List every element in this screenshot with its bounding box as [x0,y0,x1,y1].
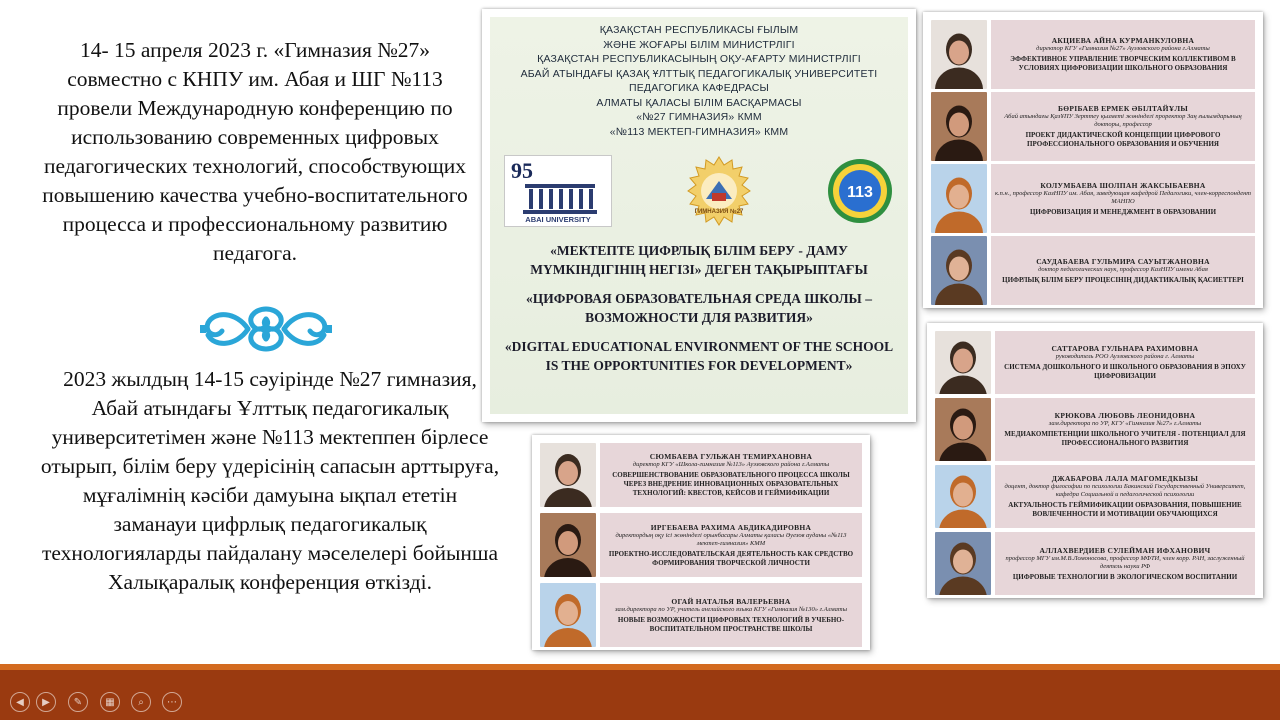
speaker-info [991,164,1255,233]
speaker-info [995,532,1255,595]
gymnasium-27-logo [684,155,754,227]
speaker-photo [931,164,987,233]
school-113-logo-text: 113 [847,184,873,201]
speaker-name: ДЖАБАРОВА ЛАЛА МАГОМЕДКЫЗЫ [1051,474,1199,483]
speaker-info [995,465,1255,528]
speaker-name: ИРГЕБАЕВА РАХИМА АБДИКАДИРОВНА [650,522,812,532]
speaker-photo [540,513,596,577]
poster-header-line: «№27 ГИМНАЗИЯ» КММ [636,111,762,123]
slides-icon[interactable]: ▦ [100,692,120,712]
speaker-info [995,331,1255,394]
speaker-row [540,513,862,577]
poster-header-line: ПЕДАГОГИКА КАФЕДРАСЫ [628,82,770,94]
speaker-name: СЮМБАЕВА ГУЛЬЖАН ТЕМИРХАНОВНА [649,452,813,461]
poster-header-line: ҚАЗАҚСТАН РЕСПУБЛИКАСЫ ҒЫЛЫМ [599,24,799,36]
speaker-name: АЛЛАХВЕРДИЕВ СУЛЕЙМАН ИФХАНОВИЧ [1039,545,1211,555]
speaker-description: профессор МГУ им.М.В.Ломоносова, профессор МФТИ, член корр. РАН, заслуженный деятель науки РФ [1005,554,1245,570]
speaker-topic: ЦИФРЛЫҚ БІЛІМ БЕРУ ПРОЦЕСІНІҢ ДИДАКТИКАЛЫҚ ҚАСИЕТТЕРІ [1002,275,1244,284]
speaker-name: КРЮКОВА ЛЮБОВЬ ЛЕОНИДОВНА [1054,411,1196,420]
speaker-topic: СОВЕРШЕНСТВОВАНИЕ ОБРАЗОВАТЕЛЬНОГО ПРОЦЕССА ШКОЛЫ ЧЕРЕЗ ВНЕДРЕНИЕ ИННОВАЦИОННЫХ ОБРАЗОВАТЕЛЬНЫХ ТЕХНОЛОГИЙ: КВЕСТОВ, КЕЙСОВ И ГЕЙМИФИКАЦИИ [612,471,850,497]
pen-icon[interactable]: ✎ [68,692,88,712]
speaker-description: директордың оқу ісі жөніндегі орынбасары Алматы қаласы Әуезов ауданы «№113 мектеп-гимназия» КММ [615,531,847,547]
speaker-info [991,92,1255,161]
speaker-description: руководитель РОО Ауэзовского района г. Алматы [1055,353,1195,360]
poster-header-line: ҚАЗАҚСТАН РЕСПУБЛИКАСЫНЫҢ ОҚУ-АҒАРТУ МИНИСТРЛІГІ [537,53,861,65]
speaker-row [935,465,1255,528]
more-icon[interactable]: ⋯ [162,692,182,712]
speaker-description: доцент, доктор философии по психологии Бакинский Государственный Университет, кафедра Социальной и педагогической психологии [1004,483,1246,498]
poster-logos [504,151,894,231]
speaker-name: АКЦИЕВА АЙНА КУРМАНКУЛОВНА [1051,36,1195,45]
speaker-row [935,331,1255,394]
poster-header-line: ЖӘНЕ ЖОҒАРЫ БІЛІМ МИНИСТРЛІГІ [603,38,795,51]
speaker-info [995,398,1255,461]
speaker-photo [931,20,987,89]
speaker-row [935,398,1255,461]
speaker-photo [540,583,596,647]
speaker-info [600,443,862,507]
conference-poster [482,9,916,422]
speaker-row [935,532,1255,595]
speaker-description: директор КГУ «Школа-гимназия №113» Ауэзовского района г.Алматы [632,461,830,468]
speaker-topic: АКТУАЛЬНОСТЬ ГЕЙМИФИКАЦИИ ОБРАЗОВАНИЯ, ПОВЫШЕНИЕ ВОВЛЕЧЕННОСТИ И МОТИВАЦИИ ОБУЧАЮЩИХСЯ [1008,501,1242,518]
speaker-topic: ЭФФЕКТИВНОЕ УПРАВЛЕНИЕ ТВОРЧЕСКИМ КОЛЛЕКТИВОМ В УСЛОВИЯХ ЦИФРОВИЗАЦИИ ШКОЛЬНОГО ОБРАЗОВАНИЯ [1010,55,1236,72]
speaker-description: Абай атындағы ҚазҰПУ Зерттеу қызметі жөніндегі проректор Заң ғылымдарының докторы, профессор [1004,113,1242,128]
poster-title-english: «DIGITAL EDUCATIONAL ENVIRONMENT OF THE SCHOOL IS THE OPPORTUNITIES FOR DEVELOPMENT» [504,339,894,373]
speaker-row [540,583,862,647]
slide-text-kazakh: 2023 жылдың 14-15 сәуірінде №27 гимназия, Абай атындағы Ұлттық педагогикалық университетімен және №113 мектеппен бірлесе отырып, білім беру үдерісінің сапасын арттыруға, мұғалімнің кәсіби дамуына ықпал ететін заманауи цифрлық педагогикалық технологияларды пайдалану мәселелері бойынша Халықаралық конференция өткізді. [40,367,500,594]
speaker-photo [931,92,987,161]
abai-university-logo [504,155,612,227]
zoom-icon[interactable]: ⌕ [131,692,151,712]
speaker-photo [931,236,987,305]
speaker-photo [935,532,991,595]
speaker-name: КОЛУМБАЕВА ШОЛПАН ЖАКСЫБАЕВНА [1040,180,1206,190]
poster-title-kazakh: «МЕКТЕПТЕ ЦИФРЛЫҚ БІЛІМ БЕРУ - ДАМУ МҮМКІНДІГІНІҢ НЕГІЗІ» ДЕГЕН ТАҚЫРЫПТАҒЫ [530,243,868,277]
speaker-description: зам.директора по УР, учитель английского языка КГУ «Гимназия №130» г.Алматы [614,605,848,613]
poster-header-line: АЛМАТЫ ҚАЛАСЫ БІЛІМ БАСҚАРМАСЫ [596,96,802,109]
poster-title-russian: «ЦИФРОВАЯ ОБРАЗОВАТЕЛЬНАЯ СРЕДА ШКОЛЫ – ВОЗМОЖНОСТИ ДЛЯ РАЗВИТИЯ» [526,291,872,325]
speaker-photo [935,398,991,461]
slide-text-russian: 14- 15 апреля 2023 г. «Гимназия №27» совместно с КНПУ им. Абая и ШГ №113 провели Международную конференцию по использованию современных цифровых педагогических технологий, способствующих повышению качества учебно-воспитательного процесса и профессиональному развитию педагога. [42,38,468,265]
speaker-row [931,92,1255,161]
speaker-topic: ПРОЕКТ ДИДАКТИЧЕСКОЙ КОНЦЕПЦИИ ЦИФРОВОГО ПРОФЕССИОНАЛЬНОГО ОБРАЗОВАНИЯ И ОБУЧЕНИЯ [1025,131,1221,148]
speaker-name: ОГАЙ НАТАЛЬЯ ВАЛЕРЬЕВНА [671,596,791,606]
speaker-description: к.п.н., профессор КазНПУ им. Абая, заведующая кафедрой Педагогики, член-корреспондент МАНПО [995,189,1251,205]
poster-header [504,23,894,139]
speaker-name: БӨРІБАЕВ ЕРМЕК ӘБІЛТАЙҰЛЫ [1057,104,1189,113]
speaker-row [931,20,1255,89]
kazakh-ornament-icon [196,303,336,355]
speaker-info [991,236,1255,305]
speaker-photo [935,465,991,528]
speaker-topic: ПРОЕКТНО-ИССЛЕДОВАТЕЛЬСКАЯ ДЕЯТЕЛЬНОСТЬ КАК СРЕДСТВО ФОРМИРОВАНИЯ ТВОРЧЕСКОЙ ЛИЧНОСТИ [608,549,854,567]
speakers-card-bottom-middle [532,435,870,650]
gymnasium-logo-text: ГИМНАЗИЯ №27 [694,209,744,215]
poster-header-line: АБАЙ АТЫНДАҒЫ ҚАЗАҚ ҰЛТТЫҚ ПЕДАГОГИКАЛЫҚ УНИВЕРСИТЕТІ [520,67,878,80]
speaker-row [540,443,862,507]
speakers-card-top-right [923,12,1263,308]
speaker-row [931,164,1255,233]
speaker-info [600,583,862,647]
speaker-topic: СИСТЕМА ДОШКОЛЬНОГО И ШКОЛЬНОГО ОБРАЗОВАНИЯ В ЭПОХУ ЦИФРОВИЗАЦИИ [1004,363,1246,380]
speakers-card-bottom-right [927,323,1263,598]
speaker-row [931,236,1255,305]
speaker-photo [540,443,596,507]
school-113-logo [826,157,894,225]
speaker-photo [935,331,991,394]
speaker-topic: ЦИФРОВЫЕ ТЕХНОЛОГИИ В ЭКОЛОГИЧЕСКОМ ВОСПИТАНИИ [1012,572,1238,581]
speaker-info [600,513,862,577]
abai-logo-text: ABAI UNIVERSITY [525,215,591,224]
abai-logo-years: 95 [511,158,533,183]
presentation-control-bar [0,670,1280,720]
poster-header-line: «№113 МЕКТЕП-ГИМНАЗИЯ» КММ [609,125,789,138]
speaker-name: САУДАБАЕВА ГУЛЬМИРА САУЫТЖАНОВНА [1036,256,1210,266]
forward-icon[interactable]: ▶ [36,692,56,712]
speaker-description: директор КГУ «Гимназия №27» Ауэзовского района г.Алматы [1036,45,1210,52]
speaker-name: САТТАРОВА ГУЛЬНАРА РАХИМОВНА [1051,344,1199,353]
speaker-description: зам.директора по УР, КГУ «Гимназия №27» г.Алматы [1048,420,1202,427]
speaker-topic: МЕДИАКОМПЕТЕНЦИИ ШКОЛЬНОГО УЧИТЕЛЯ - ПОТЕНЦИАЛ ДЛЯ ПРОФЕССИОНАЛЬНОГО РАЗВИТИЯ [1004,430,1246,447]
speaker-description: доктор педагогических наук, профессор КазНПУ имени Абая [1038,265,1208,273]
speaker-info [991,20,1255,89]
speaker-topic: НОВЫЕ ВОЗМОЖНОСТИ ЦИФРОВЫХ ТЕХНОЛОГИЙ В УЧЕБНО-ВОСПИТАТЕЛЬНОМ ПРОСТРАНСТВЕ ШКОЛЫ [617,615,845,633]
speaker-topic: ЦИФРОВИЗАЦИЯ И МЕНЕДЖМЕНТ В ОБРАЗОВАНИИ [1029,207,1217,216]
back-icon[interactable]: ◀ [10,692,30,712]
